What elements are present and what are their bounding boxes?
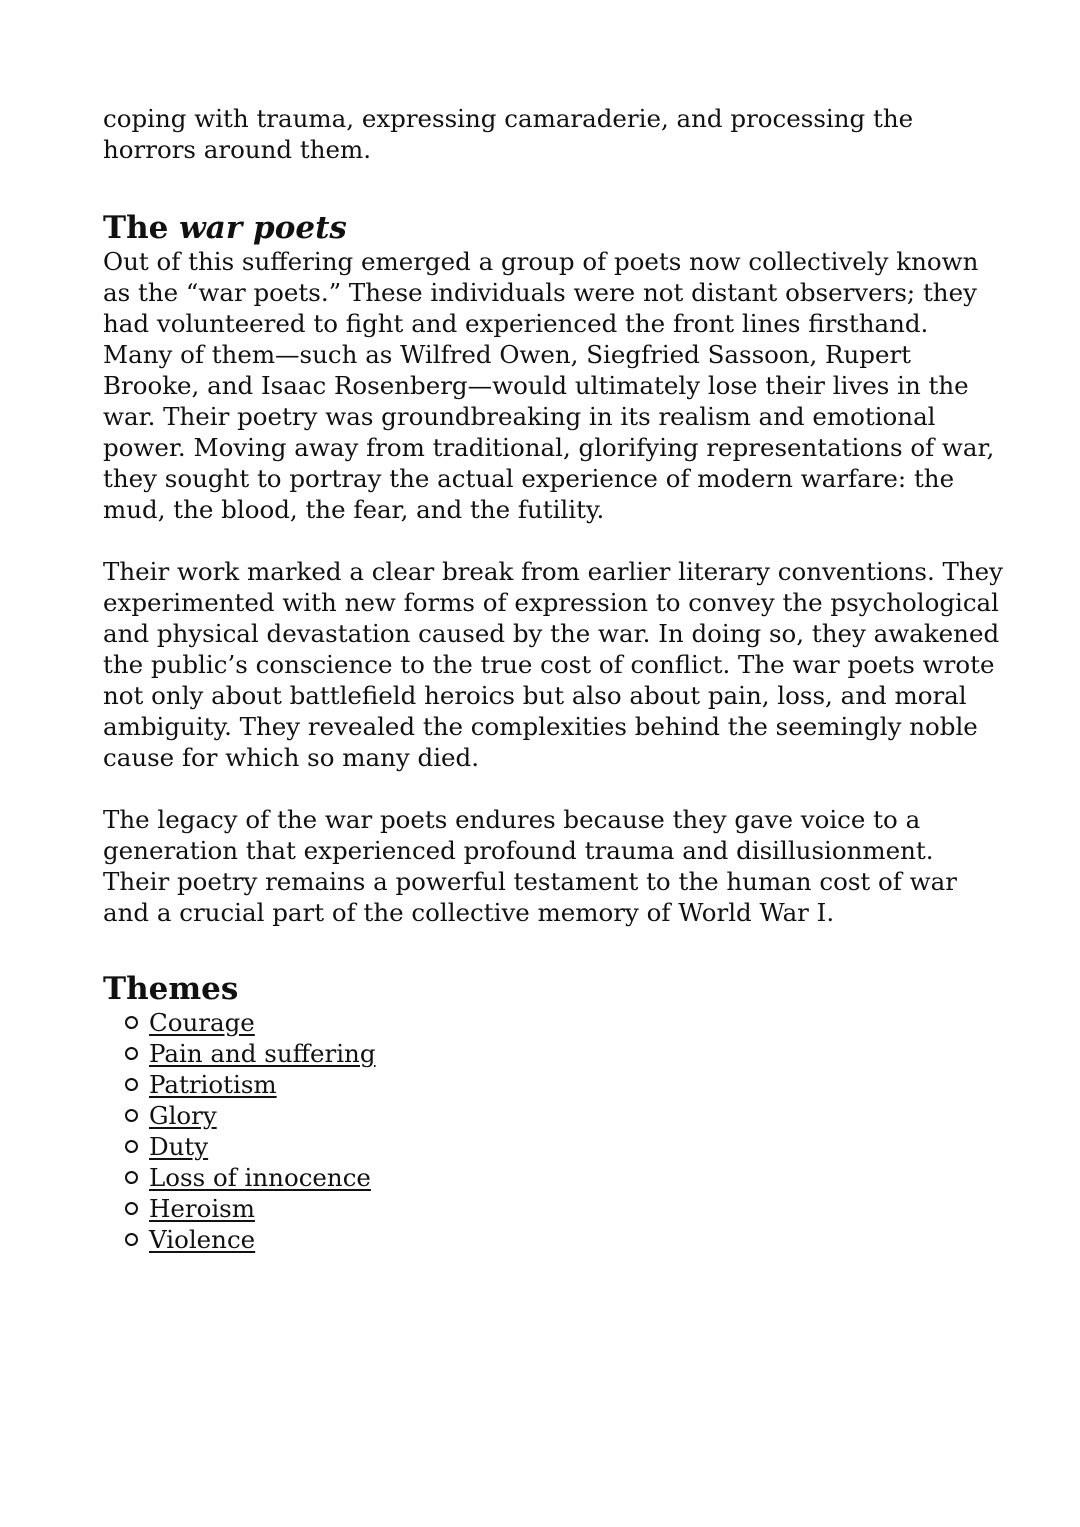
list-item bbox=[125, 1007, 1003, 1038]
theme-link-pain-and-suffering[interactable]: Pain and suffering bbox=[149, 1039, 376, 1068]
themes-heading: Themes bbox=[103, 971, 239, 1007]
war-poets-heading-italic: war poets bbox=[179, 210, 347, 246]
circle-bullet-icon bbox=[125, 1202, 138, 1215]
circle-bullet-icon bbox=[125, 1233, 138, 1246]
theme-link-courage[interactable]: Courage bbox=[149, 1008, 255, 1037]
list-item bbox=[125, 1131, 1003, 1162]
war-poets-paragraph-3: The legacy of the war poets endures because they gave voice to a generation that experienced profound trauma and disillusionment. Their poetry remains a powerful testament to the human cost of war and a crucial part of the collective memory of World War I. bbox=[103, 805, 957, 927]
theme-link-glory[interactable]: Glory bbox=[149, 1101, 217, 1130]
theme-link-heroism[interactable]: Heroism bbox=[149, 1194, 255, 1223]
themes-list bbox=[103, 1007, 1003, 1255]
war-poets-heading bbox=[103, 210, 1003, 246]
war-poets-paragraph-2: Their work marked a clear break from earlier literary conventions. They experimented with new forms of expression to convey the psychological and physical devastation caused by the war. In doing so, they awakened the public’s conscience to the true cost of conflict. The war poets wrote not only about battlefield heroics but also about pain, loss, and moral ambiguity. They revealed the complexities behind the seemingly noble cause for which so many died. bbox=[103, 557, 1003, 772]
theme-link-patriotism[interactable]: Patriotism bbox=[149, 1070, 277, 1099]
war-poets-heading-plain: The bbox=[103, 210, 180, 246]
theme-link-duty[interactable]: Duty bbox=[149, 1132, 209, 1161]
list-item bbox=[125, 1224, 1003, 1255]
circle-bullet-icon bbox=[125, 1140, 138, 1153]
circle-bullet-icon bbox=[125, 1047, 138, 1060]
list-item bbox=[125, 1193, 1003, 1224]
list-item bbox=[125, 1069, 1003, 1100]
theme-link-loss-of-innocence[interactable]: Loss of innocence bbox=[149, 1163, 371, 1192]
circle-bullet-icon bbox=[125, 1078, 138, 1091]
circle-bullet-icon bbox=[125, 1109, 138, 1122]
theme-link-violence[interactable]: Violence bbox=[149, 1225, 256, 1254]
circle-bullet-icon bbox=[125, 1016, 138, 1029]
war-poets-paragraph-1: Out of this suffering emerged a group of poets now collectively known as the “war poets.” These individuals were not distant observers; they had volunteered to fight and experienced the front lines firsthand. Many of them—such as Wilfred Owen, Siegfried Sassoon, Rupert Brooke, and Isaac Rosenberg—would ultimately lose their lives in the war. Their poetry was groundbreaking in its realism and emotional power. Moving away from traditional, glorifying representations of war, they sought to portray the actual experience of modern warfare: the mud, the blood, the fear, and the futility. bbox=[103, 247, 995, 524]
list-item bbox=[125, 1100, 1003, 1131]
document-page bbox=[103, 103, 1003, 1255]
list-item bbox=[125, 1162, 1003, 1193]
list-item bbox=[125, 1038, 1003, 1069]
intro-paragraph: coping with trauma, expressing camaraderie, and processing the horrors around them. bbox=[103, 104, 914, 164]
circle-bullet-icon bbox=[125, 1171, 138, 1184]
